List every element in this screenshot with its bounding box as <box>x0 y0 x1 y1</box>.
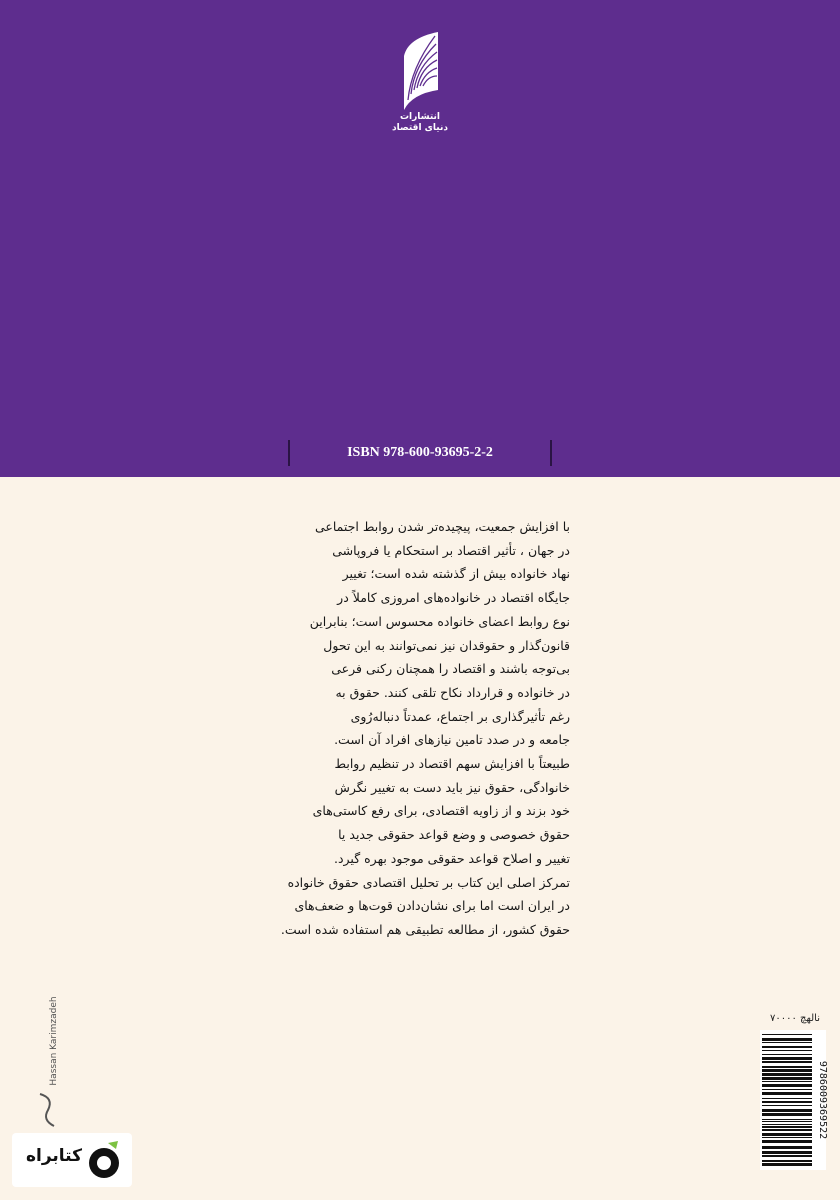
isbn-barcode <box>760 1030 826 1170</box>
description-line: حقوق کشور، از مطالعه تطبیقی هم استفاده شده است. <box>280 921 570 937</box>
book-description <box>268 515 570 942</box>
description-line: تغییر و اصلاح قواعد حقوقی موجود بهره گیرد. <box>334 850 570 866</box>
description-line: نوع روابط اعضای خانواده محسوس است؛ بنابراین <box>309 613 570 629</box>
designer-credit <box>48 996 60 1086</box>
ketabrah-watermark[interactable] <box>12 1133 132 1187</box>
description-line: با افزایش جمعیت، پیچیده‌تر شدن روابط اجتماعی <box>315 519 570 534</box>
ketabrah-logo-icon <box>84 1139 124 1181</box>
book-code-label: نالهچ ۷۰۰۰۰ <box>770 1013 820 1024</box>
description-line: خانوادگی، حقوق نیز باید دست به تغییر نگرش <box>334 779 570 795</box>
description-line: نهاد خانواده بیش از گذشته شده است؛ تغییر <box>342 566 570 582</box>
description-line: در ایران است اما برای نشان‌دادن قوت‌ها و ضعف‌های <box>294 898 570 914</box>
description-line: قانون‌گذار و حقوقدان نیز نمی‌توانند به این تحول <box>323 637 570 653</box>
designer-credit-text: Hassan Karimzadeh <box>49 996 59 1086</box>
isbn-label: ISBN 978-600-93695-2-2 <box>288 440 552 466</box>
description-line: طبیعتاً با افزایش سهم اقتصاد در تنظیم روابط <box>334 756 570 772</box>
description-line: رغم تأثیرگذاری بر اجتماع، عمدتاً دنباله‌رُوی <box>350 708 570 724</box>
publisher-name-line1: انتشارات <box>400 112 440 122</box>
barcode-icon <box>760 1030 826 1170</box>
description-line: در جهان ، تأثیر اقتصاد بر استحکام یا فروپاشی <box>332 542 570 558</box>
ketabrah-logo-text: کتابراه <box>25 1146 82 1166</box>
description-line: بی‌توجه باشند و اقتصاد را همچنان رکنی فرعی <box>331 661 570 677</box>
book-pages-logo-icon <box>398 28 442 112</box>
barcode-digits: 9786009369522 <box>817 1060 828 1140</box>
description-line: در خانواده و قرارداد نکاح تلقی کنند. حقوق به <box>335 684 570 700</box>
description-line: تمرکز اصلی این کتاب بر تحلیل اقتصادی حقوق خانواده <box>287 874 570 890</box>
purple-header-panel <box>0 0 840 477</box>
description-line: جامعه و در صدد تامین نیازهای افراد آن است. <box>334 732 570 748</box>
description-line: حقوق خصوصی و وضع قواعد حقوقی جدید یا <box>338 827 570 843</box>
publisher-logo <box>390 28 450 140</box>
description-line: خود بزند و از زاویه اقتصادی، برای رفع کاستی‌های <box>312 803 570 819</box>
description-line: جایگاه اقتصاد در خانواده‌های امروزی کاملاً در <box>337 590 570 606</box>
designer-signature-icon <box>34 1090 60 1130</box>
publisher-name-line2: دنیای اقتصاد <box>392 123 448 133</box>
